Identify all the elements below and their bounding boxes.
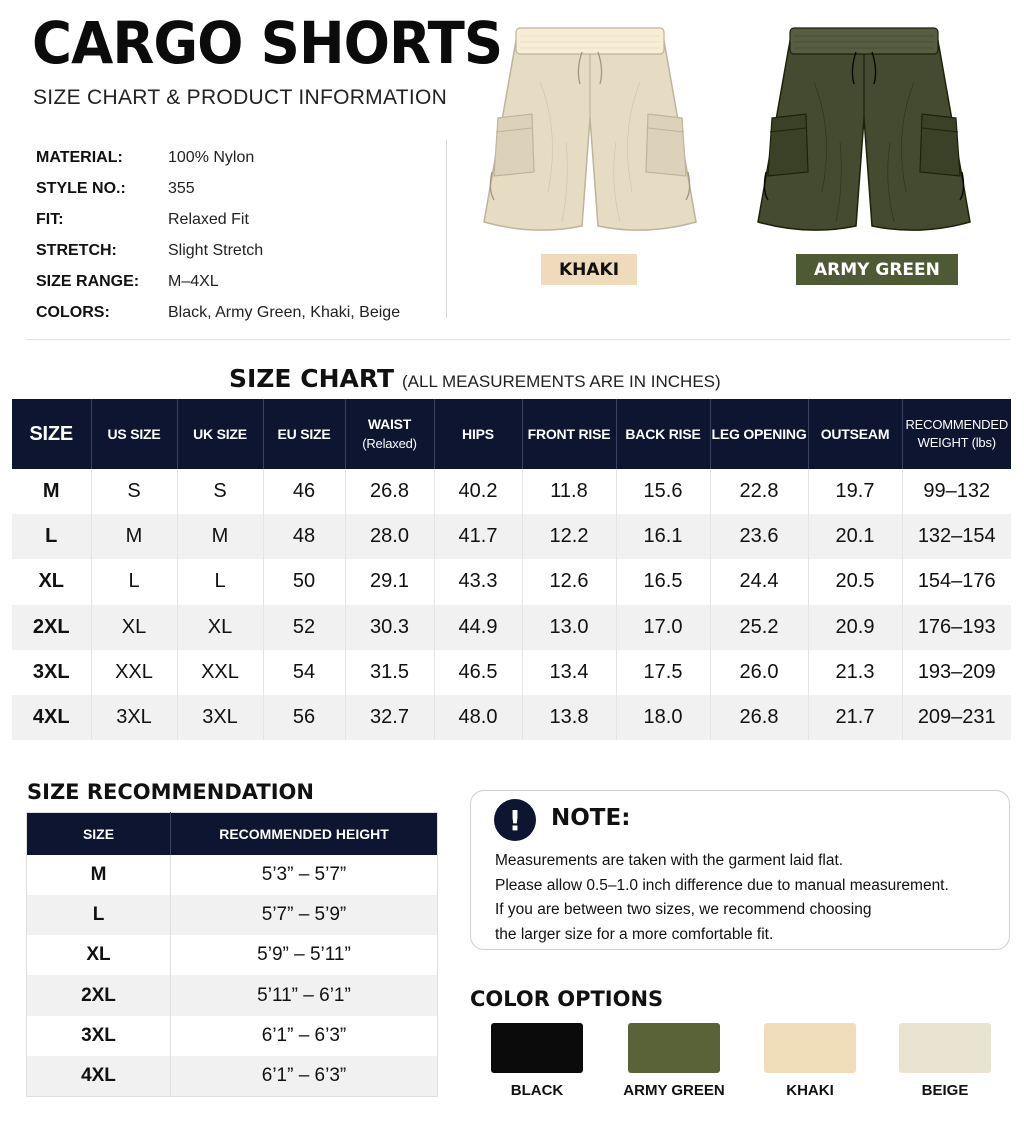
color-option xyxy=(491,1023,583,1099)
table-cell: 99–132 xyxy=(902,469,1011,514)
table-cell: 52 xyxy=(263,605,345,650)
table-cell: 56 xyxy=(263,695,345,740)
product-image-army-green xyxy=(744,22,984,242)
table-cell: 12.2 xyxy=(522,514,616,559)
table-cell: 176–193 xyxy=(902,605,1011,650)
info-label: FIT: xyxy=(36,210,64,228)
note-title: NOTE: xyxy=(551,805,631,831)
table-cell: 17.0 xyxy=(616,605,710,650)
header-sub: WEIGHT (lbs) xyxy=(917,435,996,450)
color-options-title: COLOR OPTIONS xyxy=(470,987,664,1011)
horizontal-divider xyxy=(26,339,1010,340)
table-cell: 15.6 xyxy=(616,469,710,514)
table-cell: 46.5 xyxy=(434,650,522,695)
table-cell: 6’1” – 6’3” xyxy=(171,1016,438,1056)
table-cell: L xyxy=(12,514,91,559)
table-cell: M xyxy=(177,514,263,559)
header-main: OUTSEAM xyxy=(820,425,890,442)
shorts-illustration xyxy=(744,22,984,242)
info-row xyxy=(36,266,436,297)
table-cell: XL xyxy=(177,605,263,650)
table-cell: 5’3” – 5’7” xyxy=(171,855,438,895)
table-cell: 193–209 xyxy=(902,650,1011,695)
table-cell: 43.3 xyxy=(434,559,522,604)
table-cell: 48 xyxy=(263,514,345,559)
header-main: HIPS xyxy=(462,425,494,442)
table-cell: 16.1 xyxy=(616,514,710,559)
table-cell: 3XL xyxy=(32,660,70,683)
table-cell: 23.6 xyxy=(710,514,808,559)
exclamation-icon: ! xyxy=(494,799,536,841)
color-swatch xyxy=(491,1023,583,1073)
color-label: ARMY GREEN xyxy=(623,1082,725,1099)
table-cell: 3XL xyxy=(81,1024,116,1046)
table-cell: 32.7 xyxy=(345,695,434,740)
info-value: Slight Stretch xyxy=(168,241,264,259)
table-cell: 5’7” – 5’9” xyxy=(171,895,438,935)
info-value: 100% Nylon xyxy=(168,148,255,166)
table-cell: 17.5 xyxy=(616,650,710,695)
note-text xyxy=(495,849,949,947)
note-box xyxy=(470,790,1010,950)
table-cell: 48.0 xyxy=(434,695,522,740)
size-chart-table xyxy=(12,399,1011,740)
size-chart-header-cell xyxy=(522,399,616,469)
info-value: 355 xyxy=(168,179,195,197)
info-row xyxy=(36,173,436,204)
header-main: LEG OPENING xyxy=(711,425,807,442)
info-label: STYLE NO.: xyxy=(36,179,126,197)
note-line: Please allow 0.5–1.0 inch difference due to manual measurement. xyxy=(495,876,949,894)
vertical-divider xyxy=(446,140,447,318)
info-label: MATERIAL: xyxy=(36,148,123,166)
size-chart-title: SIZE CHART xyxy=(229,364,395,393)
product-info xyxy=(36,142,436,328)
table-cell: 21.7 xyxy=(808,695,902,740)
size-chart-header-cell xyxy=(263,399,345,469)
table-row xyxy=(27,975,438,1015)
table-cell: XXL xyxy=(91,650,177,695)
table-cell: 4XL xyxy=(12,695,91,740)
table-row xyxy=(27,1056,438,1096)
header-main: BACK RISE xyxy=(625,425,701,442)
color-label: BLACK xyxy=(510,1082,564,1099)
table-cell: M xyxy=(91,514,177,559)
table-cell: 20.5 xyxy=(808,559,902,604)
info-row xyxy=(36,235,436,266)
table-cell: 30.3 xyxy=(345,605,434,650)
info-row xyxy=(36,204,436,235)
page-subtitle: SIZE CHART & PRODUCT INFORMATION xyxy=(33,86,448,109)
info-value: Black, Army Green, Khaki, Beige xyxy=(168,303,401,321)
color-option xyxy=(623,1023,725,1099)
size-chart-header-cell xyxy=(177,399,263,469)
table-cell: 25.2 xyxy=(710,605,808,650)
table-row xyxy=(27,895,438,935)
table-row xyxy=(27,855,438,895)
table-cell: 2XL xyxy=(27,975,171,1015)
table-cell: 40.2 xyxy=(434,469,522,514)
table-cell: 11.8 xyxy=(522,469,616,514)
info-value: M–4XL xyxy=(168,272,219,290)
table-cell: 31.5 xyxy=(345,650,434,695)
size-recommendation-table xyxy=(26,812,438,1097)
table-cell: XXL xyxy=(177,650,263,695)
table-cell: 13.4 xyxy=(522,650,616,695)
table-cell: L xyxy=(177,559,263,604)
table-cell: 16.5 xyxy=(616,559,710,604)
table-cell: M xyxy=(90,863,107,885)
table-cell: 29.1 xyxy=(345,559,434,604)
table-row xyxy=(27,1016,438,1056)
table-cell: 46 xyxy=(263,469,345,514)
table-cell: 44.9 xyxy=(434,605,522,650)
table-cell: 28.0 xyxy=(345,514,434,559)
color-swatch xyxy=(628,1023,720,1073)
table-row xyxy=(12,559,1011,604)
table-cell: 19.7 xyxy=(808,469,902,514)
header-main: FRONT RISE xyxy=(527,425,611,442)
color-label: KHAKI xyxy=(786,1082,834,1099)
rec-header-height: RECOMMENDED HEIGHT xyxy=(171,813,438,855)
note-line: If you are between two sizes, we recommend choosing xyxy=(495,901,872,918)
header-main: EU SIZE xyxy=(277,425,331,442)
info-value: Relaxed Fit xyxy=(168,210,249,228)
header-sub: (Relaxed) xyxy=(362,436,417,451)
table-cell: M xyxy=(42,480,60,503)
table-row xyxy=(12,605,1011,650)
table-cell: 26.0 xyxy=(710,650,808,695)
table-cell: 50 xyxy=(263,559,345,604)
table-cell: 22.8 xyxy=(710,469,808,514)
table-cell: 132–154 xyxy=(902,514,1011,559)
table-row xyxy=(12,695,1011,740)
table-cell: 5’11” – 6’1” xyxy=(171,975,438,1015)
size-chart-header-cell xyxy=(808,399,902,469)
table-cell: L xyxy=(27,895,171,935)
table-cell: XL xyxy=(86,944,111,966)
color-label: BEIGE xyxy=(921,1082,969,1099)
table-cell: 2XL xyxy=(12,605,91,650)
table-cell: 21.3 xyxy=(808,650,902,695)
size-chart-header-row xyxy=(12,399,1011,469)
header-main: RECOMMENDED xyxy=(905,417,1009,433)
size-chart-header-cell xyxy=(434,399,522,469)
table-cell: 24.4 xyxy=(710,559,808,604)
table-cell: XL xyxy=(91,605,177,650)
table-row xyxy=(27,935,438,975)
info-label: COLORS: xyxy=(36,303,110,321)
size-recommendation-title: SIZE RECOMMENDATION xyxy=(27,780,314,804)
table-cell: 20.1 xyxy=(808,514,902,559)
page-title: CARGO SHORTS xyxy=(32,9,503,77)
header-main: US SIZE xyxy=(107,425,161,442)
info-row xyxy=(36,297,436,328)
header-main: WAIST xyxy=(367,416,412,433)
size-chart-header-cell xyxy=(710,399,808,469)
table-cell: 13.0 xyxy=(522,605,616,650)
table-cell: 20.9 xyxy=(808,605,902,650)
size-chart-units-note: (ALL MEASUREMENTS ARE IN INCHES) xyxy=(402,372,721,391)
table-cell: L xyxy=(91,559,177,604)
size-chart-heading xyxy=(229,364,721,393)
color-option xyxy=(899,1023,991,1099)
product-label-khaki: KHAKI xyxy=(541,254,637,285)
table-cell: 41.7 xyxy=(434,514,522,559)
header-main: UK SIZE xyxy=(193,425,247,442)
table-row xyxy=(12,469,1011,514)
info-label: STRETCH: xyxy=(36,241,117,259)
size-chart-header-cell xyxy=(616,399,710,469)
note-line: Measurements are taken with the garment laid flat. xyxy=(495,852,844,869)
header-main: SIZE xyxy=(29,422,74,445)
table-cell: 12.6 xyxy=(522,559,616,604)
table-cell: 13.8 xyxy=(522,695,616,740)
table-cell: XL xyxy=(38,570,65,593)
recommendation-header-row xyxy=(27,813,438,855)
table-cell: 54 xyxy=(263,650,345,695)
table-cell: 3XL xyxy=(91,695,177,740)
note-line: the larger size for a more comfortable fit. xyxy=(495,925,774,943)
table-cell: 26.8 xyxy=(345,469,434,514)
rec-header-size: SIZE xyxy=(27,813,171,855)
shorts-illustration xyxy=(470,22,710,242)
table-cell: S xyxy=(91,469,177,514)
color-swatch xyxy=(899,1023,991,1073)
table-cell: S xyxy=(177,469,263,514)
table-cell: 18.0 xyxy=(616,695,710,740)
table-cell: 154–176 xyxy=(902,559,1011,604)
table-cell: 6’1” – 6’3” xyxy=(171,1056,438,1096)
table-cell: 26.8 xyxy=(710,695,808,740)
info-label: SIZE RANGE: xyxy=(36,272,140,290)
table-row xyxy=(12,514,1011,559)
size-chart-header-cell xyxy=(902,399,1011,469)
size-chart-header-cell xyxy=(345,399,434,469)
table-cell: 209–231 xyxy=(902,695,1011,740)
table-cell: 3XL xyxy=(177,695,263,740)
product-image-khaki xyxy=(470,22,710,242)
info-row xyxy=(36,142,436,173)
color-swatch xyxy=(764,1023,856,1073)
size-chart-header-cell xyxy=(91,399,177,469)
table-cell: 5’9” – 5’11” xyxy=(171,935,438,975)
size-chart-header-cell xyxy=(12,399,91,469)
table-cell: 4XL xyxy=(27,1056,171,1096)
table-row xyxy=(12,650,1011,695)
product-label-army-green: ARMY GREEN xyxy=(796,254,958,285)
color-option xyxy=(764,1023,856,1099)
